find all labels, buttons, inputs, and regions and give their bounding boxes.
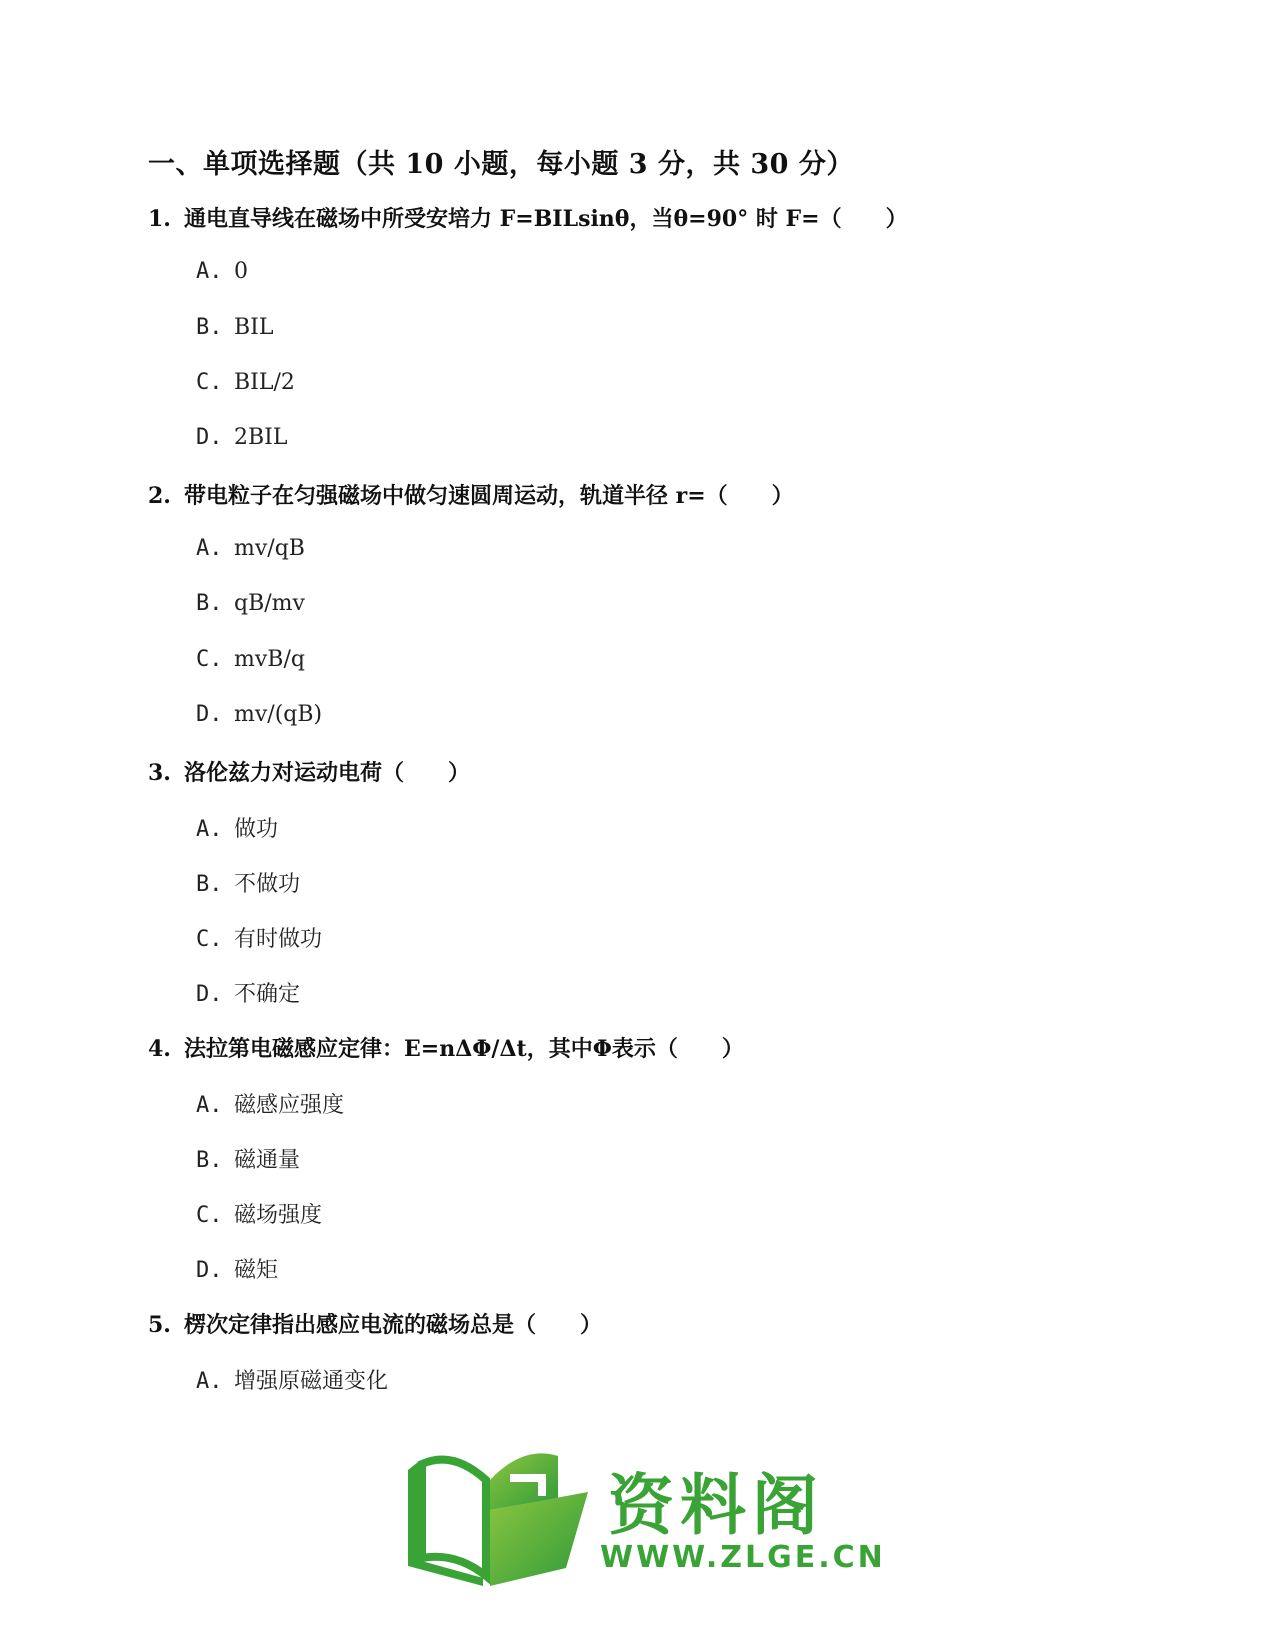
option-text: 磁通量 <box>234 1148 301 1173</box>
option-label: A. <box>196 1369 223 1394</box>
option-label: A. <box>196 259 223 284</box>
question-3-option-b <box>196 867 300 898</box>
question-4-option-d <box>196 1253 278 1284</box>
option-text: BIL <box>234 315 274 340</box>
option-text: 有时做功 <box>234 927 323 952</box>
question-3-option-a <box>196 812 278 843</box>
question-number: 5. <box>148 1312 171 1338</box>
option-text: 做功 <box>234 817 279 842</box>
option-text: BIL/2 <box>234 370 295 395</box>
question-2-option-b <box>196 591 305 616</box>
option-label: D. <box>196 425 223 450</box>
question-1-option-d <box>196 425 287 450</box>
watermark <box>398 1440 886 1590</box>
option-text: 磁场强度 <box>234 1203 323 1228</box>
question-2-option-d <box>196 702 322 727</box>
question-text: 法拉第电磁感应定律：E=nΔΦ/Δt，其中Φ表示（ ） <box>184 1036 744 1062</box>
option-text: 增强原磁通变化 <box>234 1369 389 1394</box>
option-text: qB/mv <box>234 591 305 616</box>
option-label: C. <box>196 647 223 672</box>
question-3-option-d <box>196 977 300 1008</box>
section-title: 一、单项选择题（共 10 小题，每小题 3 分，共 30 分） <box>148 149 854 180</box>
question-text: 洛伦兹力对运动电荷（ ） <box>184 760 471 786</box>
option-label: B. <box>196 315 223 340</box>
open-book-icon <box>398 1440 598 1590</box>
option-text: 不做功 <box>234 872 301 897</box>
option-label: A. <box>196 1093 223 1118</box>
option-label: A. <box>196 817 223 842</box>
question-text: 带电粒子在匀强磁场中做匀速圆周运动，轨道半径 r=（ ） <box>184 483 794 509</box>
question-5 <box>148 1308 602 1339</box>
question-1-option-c <box>196 370 295 395</box>
question-1-option-b <box>196 315 273 340</box>
question-2 <box>148 479 794 510</box>
option-label: B. <box>196 1148 223 1173</box>
option-label: B. <box>196 591 223 616</box>
option-label: D. <box>196 702 223 727</box>
watermark-url: WWW.ZLGE.CN <box>600 1540 886 1575</box>
option-label: C. <box>196 927 223 952</box>
option-label: B. <box>196 872 223 897</box>
option-text: 不确定 <box>234 982 301 1007</box>
question-number: 2. <box>148 483 171 509</box>
question-text: 楞次定律指出感应电流的磁场总是（ ） <box>184 1312 603 1338</box>
question-number: 3. <box>148 760 171 786</box>
question-1 <box>148 202 908 233</box>
question-2-option-a <box>196 536 305 561</box>
option-label: D. <box>196 982 223 1007</box>
option-text: 磁感应强度 <box>234 1093 345 1118</box>
question-number: 4. <box>148 1036 171 1062</box>
question-4-option-b <box>196 1143 300 1174</box>
question-text: 通电直导线在磁场中所受安培力 F=BILsinθ，当θ=90° 时 F=（ ） <box>184 206 908 232</box>
option-text: mvB/q <box>234 647 305 672</box>
question-2-option-c <box>196 647 305 672</box>
question-3-option-c <box>196 922 322 953</box>
option-label: C. <box>196 1203 223 1228</box>
question-5-option-a <box>196 1364 388 1395</box>
option-text: 磁矩 <box>234 1258 279 1283</box>
option-label: A. <box>196 536 223 561</box>
option-label: C. <box>196 370 223 395</box>
option-text: mv/(qB) <box>234 702 323 727</box>
watermark-brand: 资料阁 <box>608 1467 824 1544</box>
option-text: mv/qB <box>234 536 305 561</box>
option-text: 0 <box>234 259 248 284</box>
question-1-option-a <box>196 259 248 284</box>
option-text: 2BIL <box>234 425 288 450</box>
question-4-option-a <box>196 1088 344 1119</box>
question-4-option-c <box>196 1198 322 1229</box>
question-4 <box>148 1032 744 1063</box>
option-label: D. <box>196 1258 223 1283</box>
question-3 <box>148 756 470 787</box>
question-number: 1. <box>148 206 171 232</box>
